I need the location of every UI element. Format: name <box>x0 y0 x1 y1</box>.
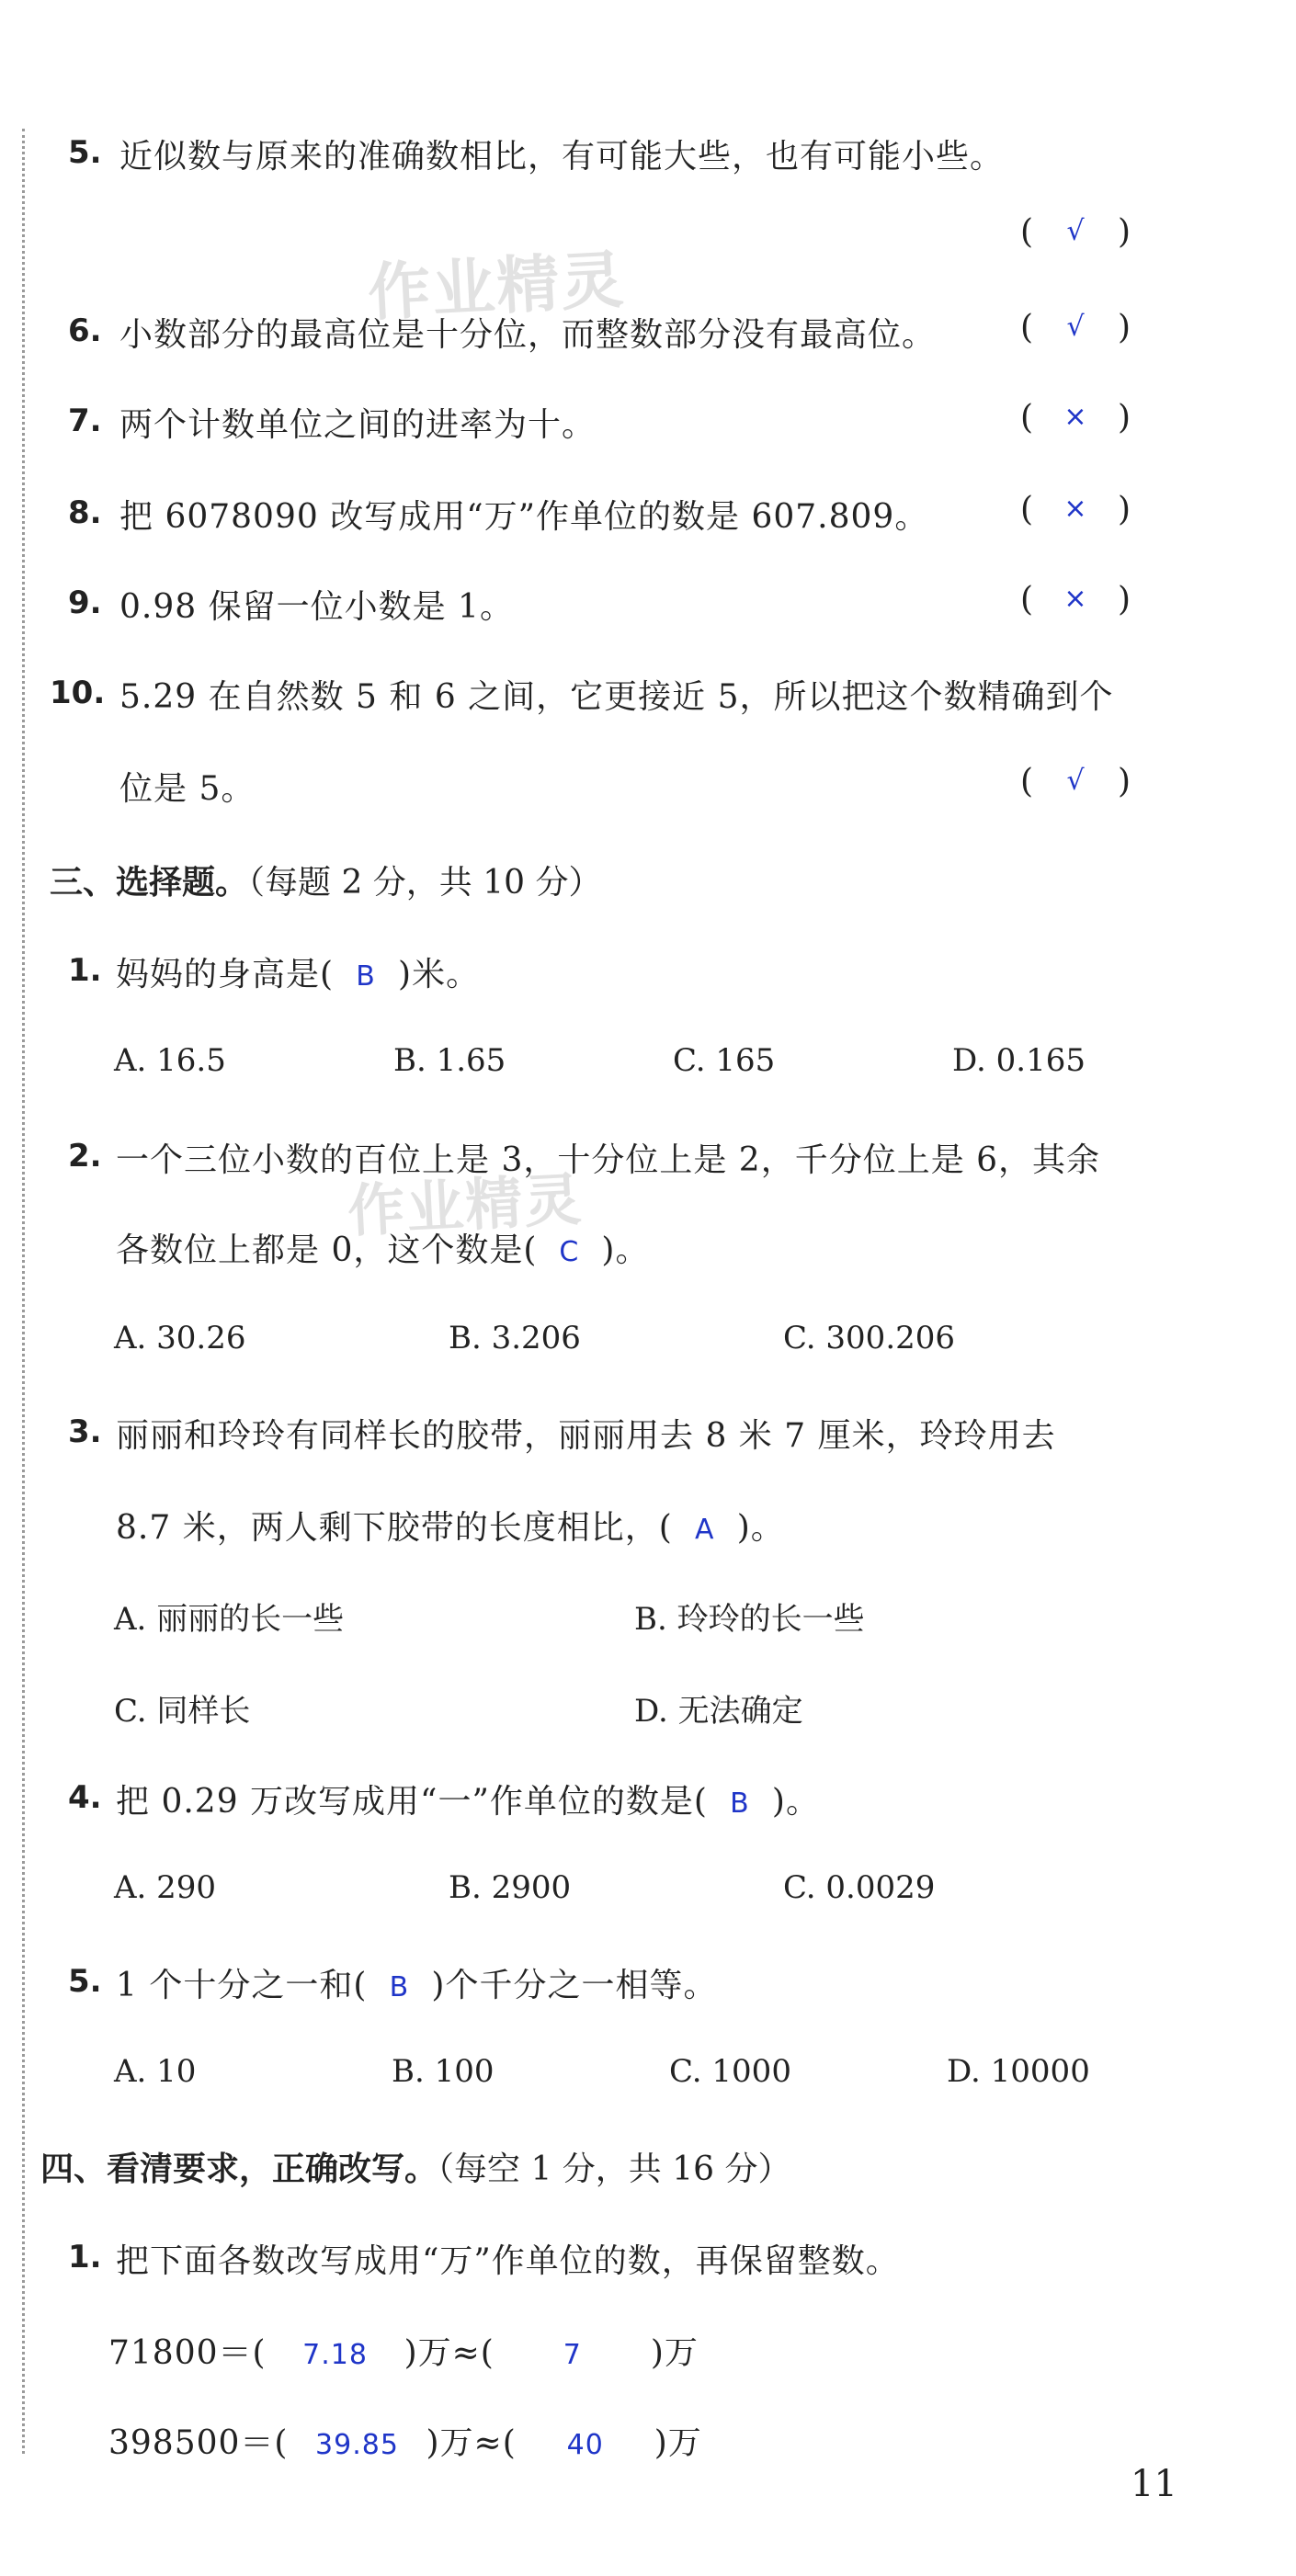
option-b: B. 100 <box>392 2053 495 2090</box>
answer-value-1: 39.85 <box>315 2429 399 2461</box>
item-number: 10. <box>50 675 106 711</box>
question-text-continued: 8.7 米，两人剩下胶带的长度相比，( A )。 <box>116 1509 785 1547</box>
choice-question-5 <box>0 1946 1296 2020</box>
answer-value-2: 7 <box>563 2339 582 2371</box>
section-title: 四、看清要求，正确改写。（每空 1 分，共 16 分） <box>40 2150 791 2188</box>
answer-mark: √ <box>1066 765 1085 797</box>
choice-question-5-options <box>0 2038 1296 2112</box>
rewrite-question-1 <box>0 2222 1296 2296</box>
answer-letter: B <box>389 1971 410 2003</box>
answer-mark: × <box>1063 401 1087 433</box>
question-number: 4. <box>68 1779 102 1816</box>
answer-letter: A <box>694 1514 715 1546</box>
rewrite-row-2 <box>0 2404 1296 2478</box>
question-number: 2. <box>68 1138 102 1175</box>
question-text: 妈妈的身高是( B )米。 <box>116 956 481 993</box>
answer-mark: × <box>1063 583 1087 615</box>
answer-mark: √ <box>1066 311 1085 343</box>
option-c: C. 同样长 <box>114 1693 251 1730</box>
item-number: 9. <box>68 584 102 621</box>
section-note: （每题 2 分，共 10 分） <box>248 864 602 902</box>
item-text: 小数部分的最高位是十分位，而整数部分没有最高位。 <box>119 316 937 354</box>
question-number: 1. <box>68 952 102 989</box>
answer-value-1: 7.18 <box>302 2339 368 2371</box>
rewrite-expression: 71800＝( 7.18 )万≈( 7 )万 <box>108 2334 699 2372</box>
choice-question-4 <box>0 1763 1296 1836</box>
rewrite-expression: 398500＝( 39.85 )万≈( 40 )万 <box>108 2424 702 2462</box>
option-c: C. 165 <box>673 1042 776 1079</box>
answer-letter: B <box>356 960 376 993</box>
judge-item-10 <box>0 658 1296 732</box>
question-text: 一个三位小数的百位上是 3，十分位上是 2，千分位上是 6，其余 <box>116 1141 1101 1179</box>
option-c: C. 1000 <box>669 2053 791 2090</box>
judge-item-5 <box>0 118 1296 191</box>
option-a: A. 10 <box>114 2053 197 2090</box>
section-choice-heading <box>0 844 1296 917</box>
option-d: D. 0.165 <box>952 1042 1086 1079</box>
option-d: D. 10000 <box>947 2053 1090 2090</box>
option-a: A. 290 <box>114 1869 217 1906</box>
choice-question-2-options <box>0 1305 1296 1379</box>
question-text-continued: 各数位上都是 0，这个数是( C )。 <box>116 1231 650 1269</box>
answer-parentheses: ( × ) <box>1020 399 1131 437</box>
option-c: C. 300.206 <box>783 1320 956 1356</box>
answer-mark: × <box>1063 493 1087 525</box>
judge-item-10-line-2 <box>0 750 1296 823</box>
choice-question-3-options-row-1 <box>0 1579 1296 1652</box>
item-text-continued: 位是 5。 <box>119 770 256 808</box>
item-text: 近似数与原来的准确数相比，有可能大些，也有可能小些。 <box>119 138 1005 176</box>
question-number: 5. <box>68 1963 102 2000</box>
rewrite-row-1 <box>0 2314 1296 2388</box>
item-text: 两个计数单位之间的进率为十。 <box>119 406 597 444</box>
question-text: 1 个十分之一和( B )个千分之一相等。 <box>116 1967 718 2004</box>
answer-letter: C <box>559 1236 580 1268</box>
question-text: 丽丽和玲玲有同样长的胶带，丽丽用去 8 米 7 厘米，玲玲用去 <box>116 1417 1056 1455</box>
judge-item-5-answer-line <box>0 200 1296 274</box>
choice-question-2 <box>0 1121 1296 1195</box>
page-number: 11 <box>1131 2463 1177 2505</box>
section-note: （每空 1 分，共 16 分） <box>438 2150 791 2188</box>
choice-question-2-line-2 <box>0 1211 1296 1285</box>
section-title: 三、选择题。（每题 2 分，共 10 分） <box>50 864 602 902</box>
option-a: A. 16.5 <box>114 1042 226 1079</box>
item-number: 7. <box>68 403 102 439</box>
option-a: A. 30.26 <box>114 1320 246 1356</box>
choice-question-3-line-2 <box>0 1489 1296 1562</box>
option-b: B. 玲玲的长一些 <box>634 1601 865 1638</box>
answer-value-2: 40 <box>566 2429 604 2461</box>
choice-question-1 <box>0 936 1296 1009</box>
item-number: 8. <box>68 494 102 531</box>
answer-parentheses: ( √ ) <box>1020 213 1131 251</box>
answer-parentheses: ( √ ) <box>1020 309 1131 346</box>
choice-question-4-options <box>0 1855 1296 1928</box>
item-number: 5. <box>68 134 102 171</box>
question-number: 1. <box>68 2239 102 2275</box>
option-b: B. 2900 <box>449 1869 572 1906</box>
judge-item-7 <box>0 386 1296 460</box>
option-a: A. 丽丽的长一些 <box>114 1601 345 1638</box>
item-text: 5.29 在自然数 5 和 6 之间，它更接近 5，所以把这个数精确到个 <box>119 678 1114 716</box>
answer-parentheses: ( × ) <box>1020 491 1131 528</box>
option-b: B. 3.206 <box>449 1320 581 1356</box>
choice-question-3 <box>0 1397 1296 1470</box>
answer-mark: √ <box>1066 215 1085 247</box>
question-text: 把 0.29 万改写成用“一”作单位的数是( B )。 <box>116 1783 820 1821</box>
answer-parentheses: ( × ) <box>1020 581 1131 618</box>
answer-parentheses: ( √ ) <box>1020 763 1131 800</box>
option-b: B. 1.65 <box>393 1042 506 1079</box>
judge-item-8 <box>0 478 1296 551</box>
judge-item-9 <box>0 568 1296 641</box>
choice-question-1-options <box>0 1027 1296 1101</box>
answer-letter: B <box>730 1787 750 1820</box>
option-d: D. 无法确定 <box>634 1693 803 1730</box>
option-c: C. 0.0029 <box>783 1869 936 1906</box>
section-rewrite-heading <box>0 2130 1296 2204</box>
judge-item-6 <box>0 296 1296 369</box>
choice-question-3-options-row-2 <box>0 1671 1296 1744</box>
item-number: 6. <box>68 312 102 349</box>
question-number: 3. <box>68 1413 102 1450</box>
watermark-top: 作业精灵 <box>366 244 628 331</box>
watermark-middle: 作业精灵 <box>346 1165 585 1245</box>
question-text: 把下面各数改写成用“万”作单位的数，再保留整数。 <box>116 2242 900 2280</box>
item-text: 把 6078090 改写成用“万”作单位的数是 607.809。 <box>119 498 929 536</box>
item-text: 0.98 保留一位小数是 1。 <box>119 588 514 626</box>
